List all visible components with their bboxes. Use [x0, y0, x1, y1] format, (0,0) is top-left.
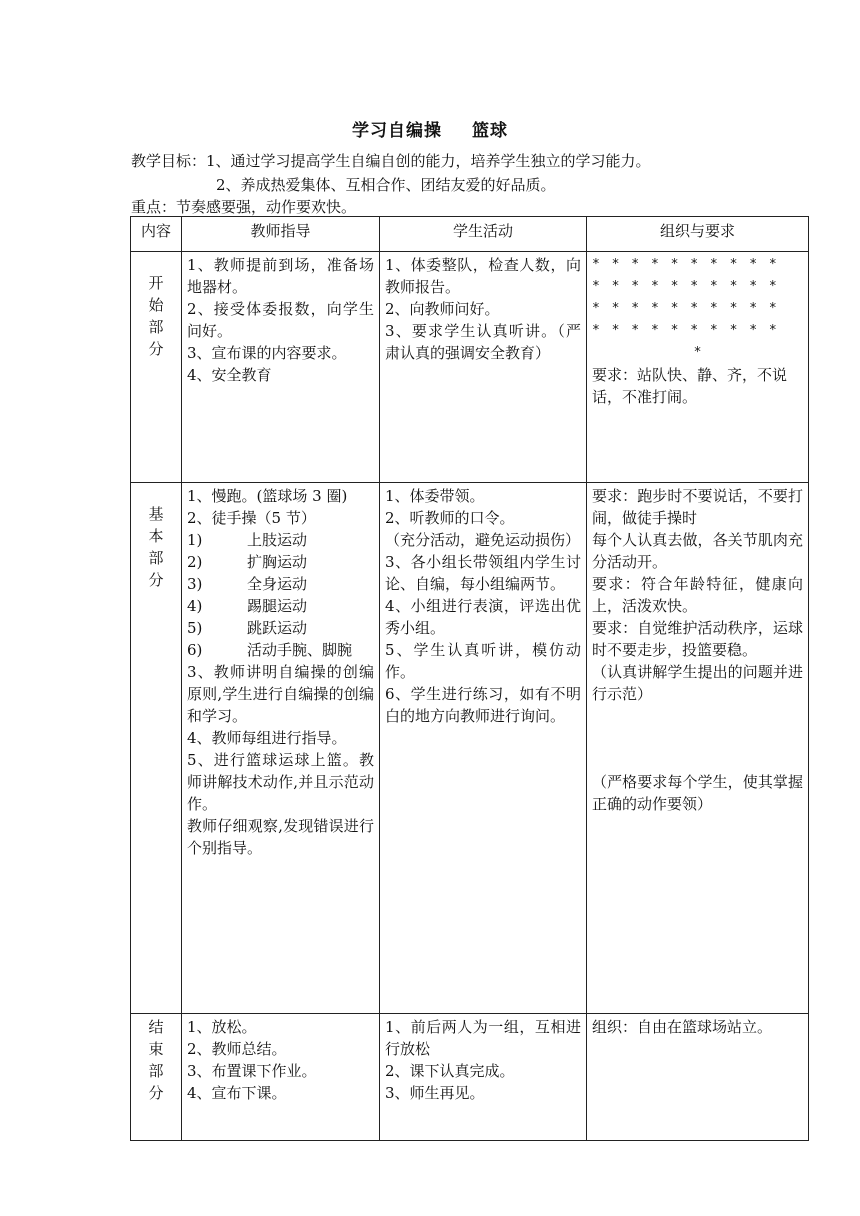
- list-item: （严格要求每个学生，使其掌握正确的动作要领）: [592, 773, 803, 813]
- exercise-item: 1) 上肢运动: [187, 531, 308, 549]
- list-item: 组织：自由在篮球场站立。: [592, 1018, 773, 1036]
- ending-teacher-cell: [182, 1014, 380, 1141]
- list-item: 3、要求学生认真听讲。（严肃认真的强调安全教育）: [385, 322, 581, 362]
- list-item: 5、进行篮球运球上篮。教师讲解技术动作,并且示范动作。: [187, 751, 374, 813]
- list-item: 3、宣布课的内容要求。: [187, 344, 347, 362]
- basic-organization-cell: [587, 483, 809, 1014]
- teaching-goal-1: 教学目标：1、通过学习提高学生自编自创的能力，培养学生独立的学习能力。: [131, 152, 651, 170]
- basic-teacher-cell: [182, 483, 380, 1014]
- list-item: 1、教师提前到场，准备场地器材。: [187, 256, 374, 296]
- ending-organization-cell: [587, 1014, 809, 1141]
- table-row-basic: [131, 483, 809, 1014]
- header-organization: 组织与要求: [587, 217, 809, 252]
- list-item: 每个人认真去做，各关节肌肉充分活动开。: [592, 531, 803, 571]
- table-header-row: [131, 217, 809, 252]
- section-label-ending: 结 束 部 分: [131, 1014, 182, 1141]
- list-item: 1、体委整队，检查人数，向教师报告。: [385, 256, 581, 296]
- ending-student-cell: [380, 1014, 587, 1141]
- table-row-opening: [131, 252, 809, 483]
- list-item: 2、接受体委报数，向学生问好。: [187, 300, 374, 340]
- teaching-goal-2: 2、养成热爱集体、互相合作、团结友爱的好品质。: [216, 176, 556, 194]
- formation-row: * * * * * * * * * *: [592, 301, 779, 316]
- list-item: 1、慢跑。(篮球场 3 圈): [187, 487, 348, 505]
- list-item: 2、听教师的口令。: [385, 509, 515, 527]
- teacher-position: *: [693, 345, 702, 360]
- list-item: 4、宣布下课。: [187, 1084, 287, 1102]
- list-item: 5、学生认真听讲，模仿动作。: [385, 641, 581, 681]
- page-title: [0, 116, 860, 141]
- exercise-item: 4) 踢腿运动: [187, 597, 308, 615]
- section-label-opening: 开 始 部 分: [131, 252, 182, 483]
- header-teacher: 教师指导: [182, 217, 380, 252]
- title-main: 学习自编操: [352, 121, 442, 141]
- formation-row: * * * * * * * * * *: [592, 323, 779, 338]
- list-item: 4、教师每组进行指导。: [187, 729, 347, 747]
- list-item: 2、教师总结。: [187, 1040, 287, 1058]
- list-item: 3、布置课下作业。: [187, 1062, 317, 1080]
- list-item: 要求：自觉维护活动秩序，运球时不要走步，投篮要稳。: [592, 619, 803, 659]
- opening-organization-cell: [587, 252, 809, 483]
- key-point: 重点：节奏感要强，动作要欢快。: [131, 198, 357, 216]
- exercise-item: 3) 全身运动: [187, 575, 308, 593]
- opening-requirement: 要求：站队快、静、齐，不说话，不准打闹。: [592, 366, 788, 406]
- list-item: 教师仔细观察,发现错误进行个别指导。: [187, 817, 374, 857]
- list-item: 1、前后两人为一组，互相进行放松: [385, 1018, 581, 1058]
- list-item: 要求：符合年龄特征，健康向上，活泼欢快。: [592, 575, 803, 615]
- opening-teacher-cell: [182, 252, 380, 483]
- list-item: 4、小组进行表演，评选出优秀小组。: [385, 597, 581, 637]
- list-item: 2、向教师问好。: [385, 300, 500, 318]
- header-content: 内容: [131, 217, 182, 252]
- table-row-ending: [131, 1014, 809, 1141]
- list-item: （充分活动，避免运动损伤）: [385, 531, 581, 549]
- formation-row: * * * * * * * * * *: [592, 279, 779, 294]
- formation-row: * * * * * * * * * *: [592, 257, 779, 272]
- exercise-item: 6) 活动手腕、脚腕: [187, 641, 353, 659]
- list-item: 2、课下认真完成。: [385, 1062, 515, 1080]
- list-item: 6、学生进行练习，如有不明白的地方向教师进行询问。: [385, 685, 581, 725]
- basic-student-cell: [380, 483, 587, 1014]
- list-item: 3、教师讲明自编操的创编原则,学生进行自编操的创编和学习。: [187, 663, 374, 725]
- title-topic: 篮球: [472, 121, 508, 141]
- list-item: 3、各小组长带领组内学生讨论、自编，每小组编两节。: [385, 553, 581, 593]
- list-item: 2、徒手操（5 节）: [187, 509, 316, 527]
- list-item: 要求：跑步时不要说话，不要打闹，做徒手操时: [592, 487, 803, 527]
- list-item: 1、体委带领。: [385, 487, 485, 505]
- opening-student-cell: [380, 252, 587, 483]
- list-item: 3、师生再见。: [385, 1084, 485, 1102]
- lesson-plan-table: [130, 216, 809, 1141]
- list-item: （认真讲解学生提出的问题并进行示范）: [592, 663, 803, 703]
- list-item: 1、放松。: [187, 1018, 257, 1036]
- section-label-basic: 基 本 部 分: [131, 483, 182, 1014]
- exercise-item: 5) 跳跃运动: [187, 619, 308, 637]
- exercise-item: 2) 扩胸运动: [187, 553, 308, 571]
- list-item: 4、安全教育: [187, 366, 272, 384]
- header-student: 学生活动: [380, 217, 587, 252]
